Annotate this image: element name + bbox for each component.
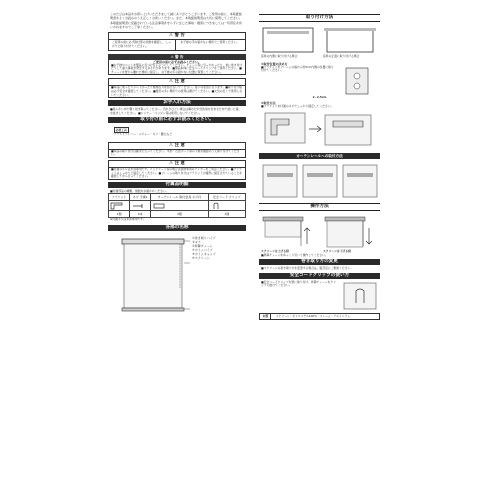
install-caution2-text: ■付属のネジは木部専用です。コンクリート等の場合は別途専用のアンカーをご用意ください。■ブラケットはしっかりと固定してください。■フレームの取り付けはブラケットが確実に固定されていることを確認してから行ってください。 [111, 166, 243, 179]
warning-title: ⚠ 警 告 [109, 33, 245, 40]
bracket-detail-icon [338, 66, 380, 96]
part-name-1: ①巻き取りパイプ [192, 235, 216, 240]
intro-text-2: 本取扱説明書に記載されている注意事項を守らずに生じた事故・損害につきましては一切責任を負いかねますのでご了承ください。 [110, 21, 242, 30]
parts-footnote: ※付属ネジは木部専用です。 [110, 217, 146, 222]
step2-row [259, 66, 380, 96]
hazard-subtitle: ご使用の前に必ずお読みください。 [152, 59, 201, 64]
tools-line [110, 125, 244, 139]
care-text: ■柔らかい布で軽く拭き取ってください。汚れがひどい場合は薄めた中性洗剤を含ませた布で拭いた後、水拭きしてください。■シンナー・ベンジン等は使用しないでください。 [110, 107, 242, 115]
spec-box [259, 313, 380, 321]
blind-illustration [108, 233, 246, 318]
part-name-3: ③昇降チェーン [192, 243, 213, 248]
part-name-5: ⑤ボトムキャップ [192, 251, 216, 256]
window-mount-diagrams [259, 25, 380, 59]
warning-right-text: お子様の手の届かない場所でご使用ください。 [180, 40, 240, 45]
rail-fitting-icon [151, 201, 208, 211]
step2-title: ①取付位置の決め方 [261, 61, 288, 66]
clip-icon [208, 201, 245, 211]
warning-box [108, 32, 246, 50]
part-name-4: ④ボトムパイプ [192, 247, 213, 252]
names-title: 各部の名称 [108, 225, 246, 231]
inside-mount-diagram [259, 25, 317, 55]
parts-header-clip: 安全コード クリップ [208, 194, 245, 201]
parts-header-screw: ネジ 予備1 [130, 194, 151, 201]
install-caution-box [108, 142, 246, 158]
screw-icon [130, 201, 151, 211]
install-title: 取り付け方法 [259, 14, 380, 22]
parts-table [108, 193, 246, 218]
care-title: お手入れ方法 [108, 100, 246, 106]
step2-text: ■ブラケットをフレームの端から約5cm内側の位置に取り付けてください。 [261, 64, 334, 73]
outside-mount-diagram [321, 25, 379, 55]
parts-title: 付属品明細 [108, 182, 246, 188]
tools-label: 必要工具 [115, 128, 127, 132]
part-name-6: ⑥スクリーン [192, 255, 210, 260]
manual-right-column [259, 0, 380, 480]
operation-title: 操作方法 [259, 203, 380, 211]
step3-text: ■ブラケットを付属のネジでしっかり固定してください。 [261, 104, 334, 109]
lower-screen-diagram [321, 214, 379, 250]
dimension-label: 2~2.5cm [312, 94, 327, 99]
parts-note: ■付属部品の種類、個数をお確かめください。 [110, 188, 169, 193]
bracket-mount-diagram [259, 109, 380, 151]
spec-label: 材質 [263, 313, 269, 318]
caution-box [108, 78, 246, 98]
rollup-change-text: ■スクリーンの巻き取り方を変更する場合は、販売店にご相談ください。 [261, 266, 354, 271]
safety-clip-row [259, 281, 380, 311]
tools-text: プラスドライバー・メジャー・キリ・脚立など [113, 131, 173, 136]
step3-title: ②取付方法 [261, 101, 276, 106]
inside-mount-caption: 窓枠の内側に取り付ける場合 [261, 54, 298, 58]
hazard-box [108, 54, 246, 76]
install-caution2-title: ⚠ 注 意 [109, 161, 245, 168]
hazard-text: ■お子様やペットを製品に近づけないようにしてください。チェーン等に引っかかったり、首に巻き付けたりして重大事故が発生するおそれがあります。■製品本体に安全コードクリップをご使用ください。■チェーンを壁から離れた場所に固定し、お子様の手の届かない位置に保管してください。 [111, 62, 243, 74]
operation-row [259, 214, 380, 254]
part-name-2: ②ギア [192, 239, 201, 244]
lower-screen-label: スクリーンを下げる時 [323, 248, 351, 253]
safety-clip-diagram [340, 281, 380, 311]
operation-text: ■昇降チェーンをゆっくり引いて操作してください。 [261, 252, 328, 257]
parts-header-rail: カーテンレール 取付金具 ネジ付 [151, 194, 208, 201]
rollup-change-title: 巻き取り方の変更 [259, 259, 380, 265]
tools-title: 取り付け前に必ずお読みください。 [108, 117, 246, 123]
parts-qty-clip: 1個 [208, 211, 245, 218]
raise-screen-label: スクリーンを上げる時 [261, 248, 289, 253]
intro-text: このたびは本品をお買い上げいただきまして誠にありがとうございます。ご使用の前に、本取扱説明書をよくお読みのうえ正しくお使いください。また、本取扱説明書は大切に保管してください。 [110, 12, 243, 21]
outside-mount-caption: 窓枠の正面に取り付ける場合 [323, 54, 360, 58]
install-caution-title: ⚠ 注 意 [109, 143, 245, 150]
parts-diagram [108, 233, 246, 318]
install-caution-text: ■本品の取り付けは確実に行ってください。木部・石膏ボード等の下地を確認のうえ取り付けてください。 [111, 148, 240, 157]
bracket-icon [109, 201, 130, 211]
raise-screen-diagram [259, 214, 317, 250]
hazard-title: ⚠ 警 告 [109, 55, 245, 60]
parts-qty-bracket: 2個 [109, 211, 130, 218]
parts-header-bracket: ブラケット [109, 194, 130, 201]
parts-qty-screw: 4本 [130, 211, 151, 218]
spec-text: スクリーン：ポリエステル100% フレーム：アルミニウム [275, 313, 351, 318]
caution-title: ⚠ 注 意 [109, 79, 245, 86]
safety-clip-text: ■安全コードクリップを壁に取り付け、昇降チェーンをクリップに掛けてください。 [261, 279, 336, 288]
parts-qty-rail: 3個 [151, 211, 208, 218]
caution-text: ■本品に乗ったりぶら下がったり無理な力を加えないでください。落下の原因になります。■取り付け後は必ず安全を確認してください。■湿気の多い場所での使用は避けてください。■火気の近くで使用しないでください。 [111, 85, 243, 97]
rail-title: カーテンレールへの取付方法 [259, 153, 380, 159]
manual-left-column [108, 0, 246, 480]
install-caution2-box [108, 160, 246, 180]
rail-mount-diagram [259, 161, 380, 201]
warning-left-text: ご使用の前に必ず取付部の状態を確認し、しっかりと取り付けてください。 [111, 40, 176, 49]
safety-clip-title: 安全コードクリップの使い方 [259, 273, 380, 279]
